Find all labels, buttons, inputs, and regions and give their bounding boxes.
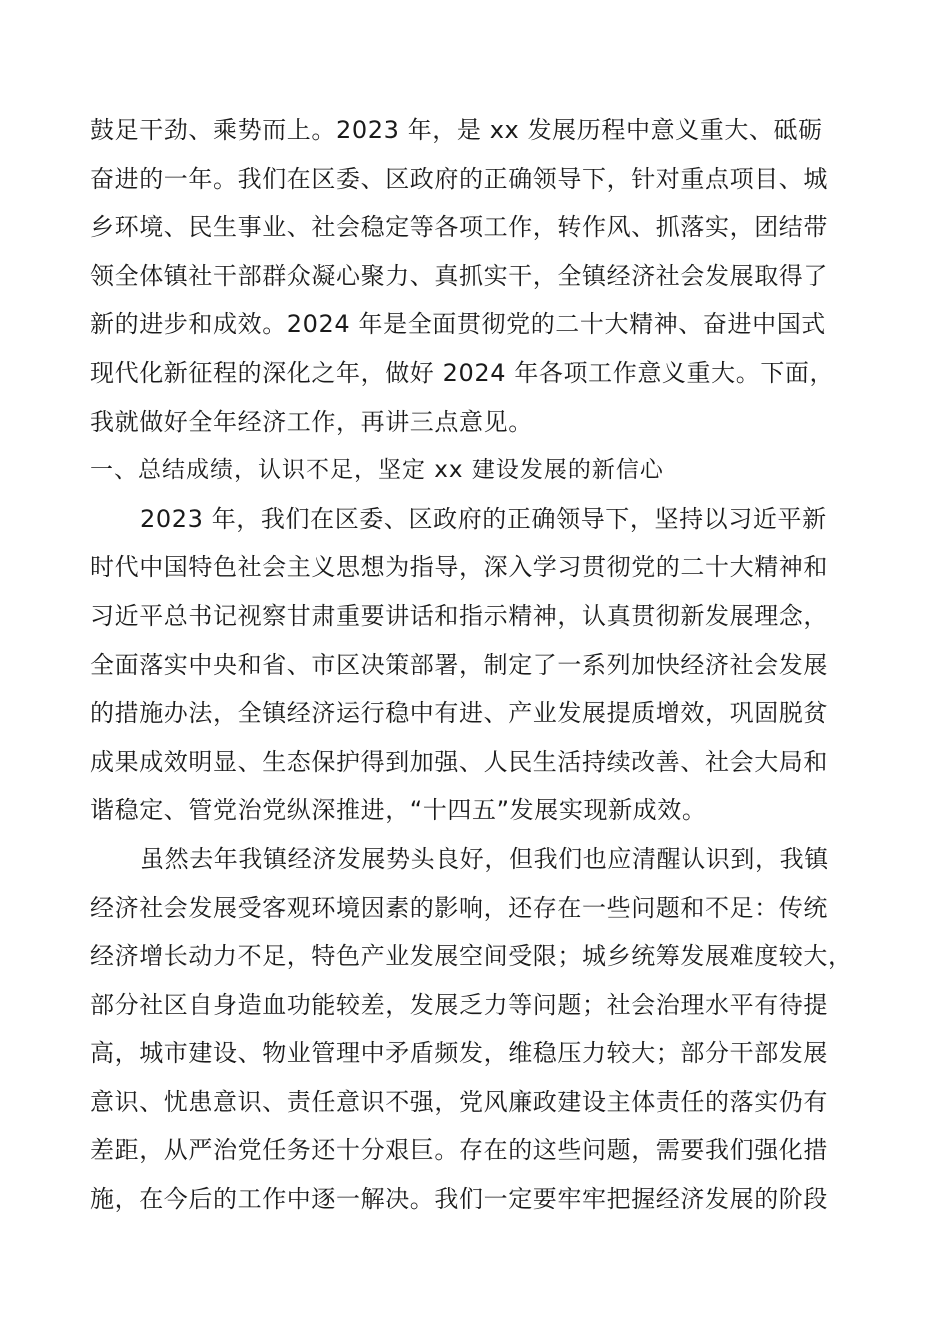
text-line: 领全体镇社干部群众凝心聚力、真抓实干，全镇经济社会发展取得了 (90, 261, 828, 290)
text-line: 2023 年，我们在区委、区政府的正确领导下，坚持以习近平新 (140, 504, 827, 533)
text-line: 经济增长动力不足，特色产业发展空间受限；城乡统筹发展难度较大， (90, 942, 853, 971)
text-line: 我就做好全年经济工作，再讲三点意见。 (90, 407, 533, 436)
text-line: 成果成效明显、生态保护得到加强、人民生活持续改善、社会大局和 (90, 747, 828, 776)
paragraph-3 (90, 835, 870, 1224)
text-line: 施，在今后的工作中逐一解决。我们一定要牢牢把握经济发展的阶段 (90, 1185, 828, 1214)
text-line: 乡环境、民生事业、社会稳定等各项工作，转作风、抓落实，团结带 (90, 213, 828, 242)
text-line: 新的进步和成效。2024 年是全面贯彻党的二十大精神、奋进中国式 (90, 310, 826, 339)
text-line: 经济社会发展受客观环境因素的影响，还存在一些问题和不足：传统 (90, 893, 828, 922)
text-line: 鼓足干劲、乘势而上。2023 年，是 xx 发展历程中意义重大、砥砺 (90, 116, 823, 144)
text-line: 谐稳定、管党治党纵深推进，“十四五”发展实现新成效。 (90, 796, 707, 825)
text-line: 高，城市建设、物业管理中矛盾频发，维稳压力较大；部分干部发展 (90, 1039, 828, 1068)
text-line: 奋进的一年。我们在区委、区政府的正确领导下，针对重点项目、城 (90, 164, 828, 193)
section-heading (90, 446, 870, 495)
text-line: 虽然去年我镇经济发展势头良好，但我们也应清醒认识到，我镇 (140, 844, 829, 873)
text-line: 的措施办法，全镇经济运行稳中有进、产业发展提质增效，巩固脱贫 (90, 699, 828, 728)
text-line: 现代化新征程的深化之年，做好 2024 年各项工作意义重大。下面， (90, 358, 835, 387)
text-line: 时代中国特色社会主义思想为指导，深入学习贯彻党的二十大精神和 (90, 553, 828, 582)
heading-text: 一、总结成绩，认识不足，坚定 xx 建设发展的新信心 (90, 457, 664, 484)
text-line: 部分社区自身造血功能较差，发展乏力等问题；社会治理水平有待提 (90, 990, 828, 1019)
paragraph-1 (90, 106, 870, 446)
text-line: 全面落实中央和省、市区决策部署，制定了一系列加快经济社会发展 (90, 650, 828, 679)
text-line: 习近平总书记视察甘肃重要讲话和指示精神，认真贯彻新发展理念， (90, 601, 828, 630)
text-line: 意识、忧患意识、责任意识不强，党风廉政建设主体责任的落实仍有 (90, 1087, 828, 1116)
text-line: 差距，从严治党任务还十分艰巨。存在的这些问题，需要我们强化措 (90, 1136, 828, 1165)
document-body (90, 106, 870, 1224)
paragraph-2 (90, 495, 870, 835)
